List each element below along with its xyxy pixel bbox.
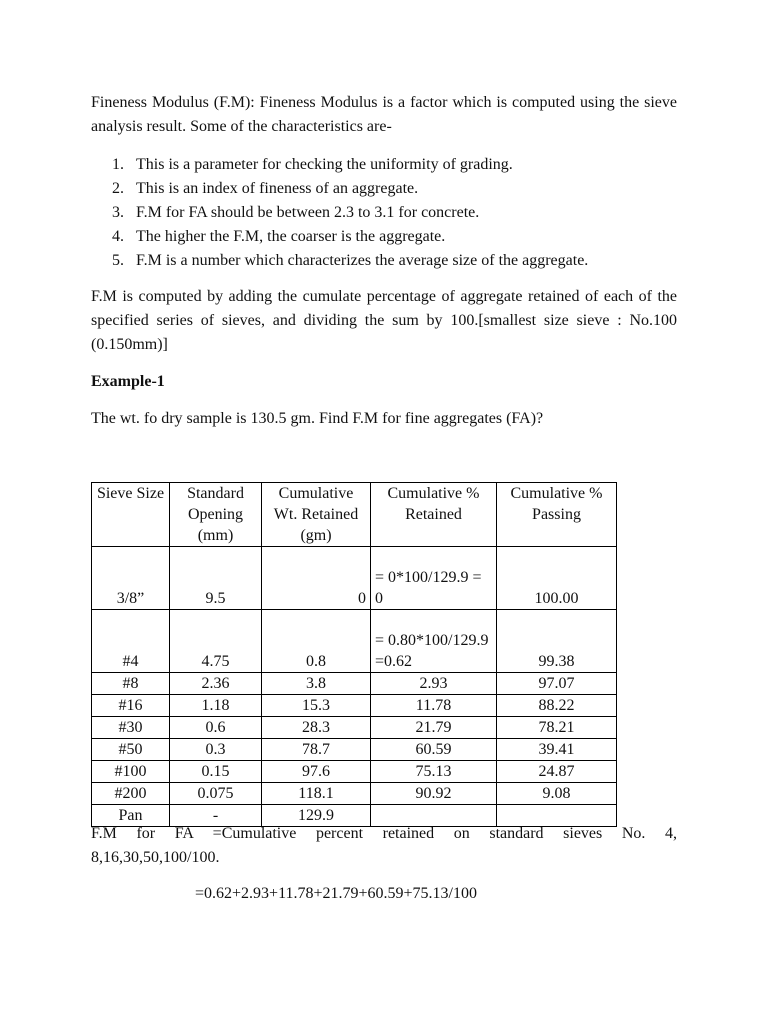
sieve-analysis-table <box>91 482 617 827</box>
header-cumulative-pct-retained: Cumulative % Retained <box>371 483 497 547</box>
table-row: #16 1.18 15.3 11.78 88.22 <box>92 695 617 717</box>
header-sieve-size: Sieve Size <box>92 483 170 547</box>
table-row: #100 0.15 97.6 75.13 24.87 <box>92 761 617 783</box>
characteristics-list <box>112 153 672 273</box>
example-title: Example-1 <box>91 373 165 390</box>
table-row: 3/8” 9.5 0 = 0*100/129.9 = 0 100.00 <box>92 547 617 610</box>
header-standard-opening: Standard Opening (mm) <box>170 483 262 547</box>
header-cumulative-wt-retained: Cumulative Wt. Retained (gm) <box>262 483 371 547</box>
table-header-row <box>92 483 617 547</box>
list-item: 2. This is an index of fineness of an aggregate. <box>112 180 419 197</box>
table-row: #30 0.6 28.3 21.79 78.21 <box>92 717 617 739</box>
list-item: 4. The higher the F.M, the coarser is the aggregate. <box>112 228 446 245</box>
list-item: 3. F.M for FA should be between 2.3 to 3.1 for concrete. <box>112 204 480 221</box>
computation-paragraph: F.M is computed by adding the cumulate percentage of aggregate retained of each of the specified series of sieves, and dividing the sum by 100.[smallest size sieve : No.100 (0.150mm)] <box>91 288 677 353</box>
fm-definition-line-1: F.M for FA =Cumulative percent retained on standard sieves No. 4, <box>91 825 677 842</box>
fm-definition-line-2: 8,16,30,50,100/100. <box>91 849 220 866</box>
example-question: The wt. fo dry sample is 130.5 gm. Find F.M for fine aggregates (FA)? <box>91 410 544 427</box>
fm-formula: =0.62+2.93+11.78+21.79+60.59+75.13/100 <box>195 885 477 902</box>
table-row: #50 0.3 78.7 60.59 39.41 <box>92 739 617 761</box>
list-item: 1. This is a parameter for checking the uniformity of grading. <box>112 156 513 173</box>
list-item: 5. F.M is a number which characterizes the average size of the aggregate. <box>112 252 589 269</box>
table-row: #4 4.75 0.8 = 0.80*100/129.9 =0.62 99.38 <box>92 610 617 673</box>
intro-paragraph: Fineness Modulus (F.M): Fineness Modulus is a factor which is computed using the sieve analysis result. Some of the characteristics are- <box>91 94 677 135</box>
table-row: #200 0.075 118.1 90.92 9.08 <box>92 783 617 805</box>
table-row: #8 2.36 3.8 2.93 97.07 <box>92 673 617 695</box>
header-cumulative-pct-passing: Cumulative % Passing <box>497 483 617 547</box>
table-row: Pan - 129.9 <box>92 805 617 827</box>
